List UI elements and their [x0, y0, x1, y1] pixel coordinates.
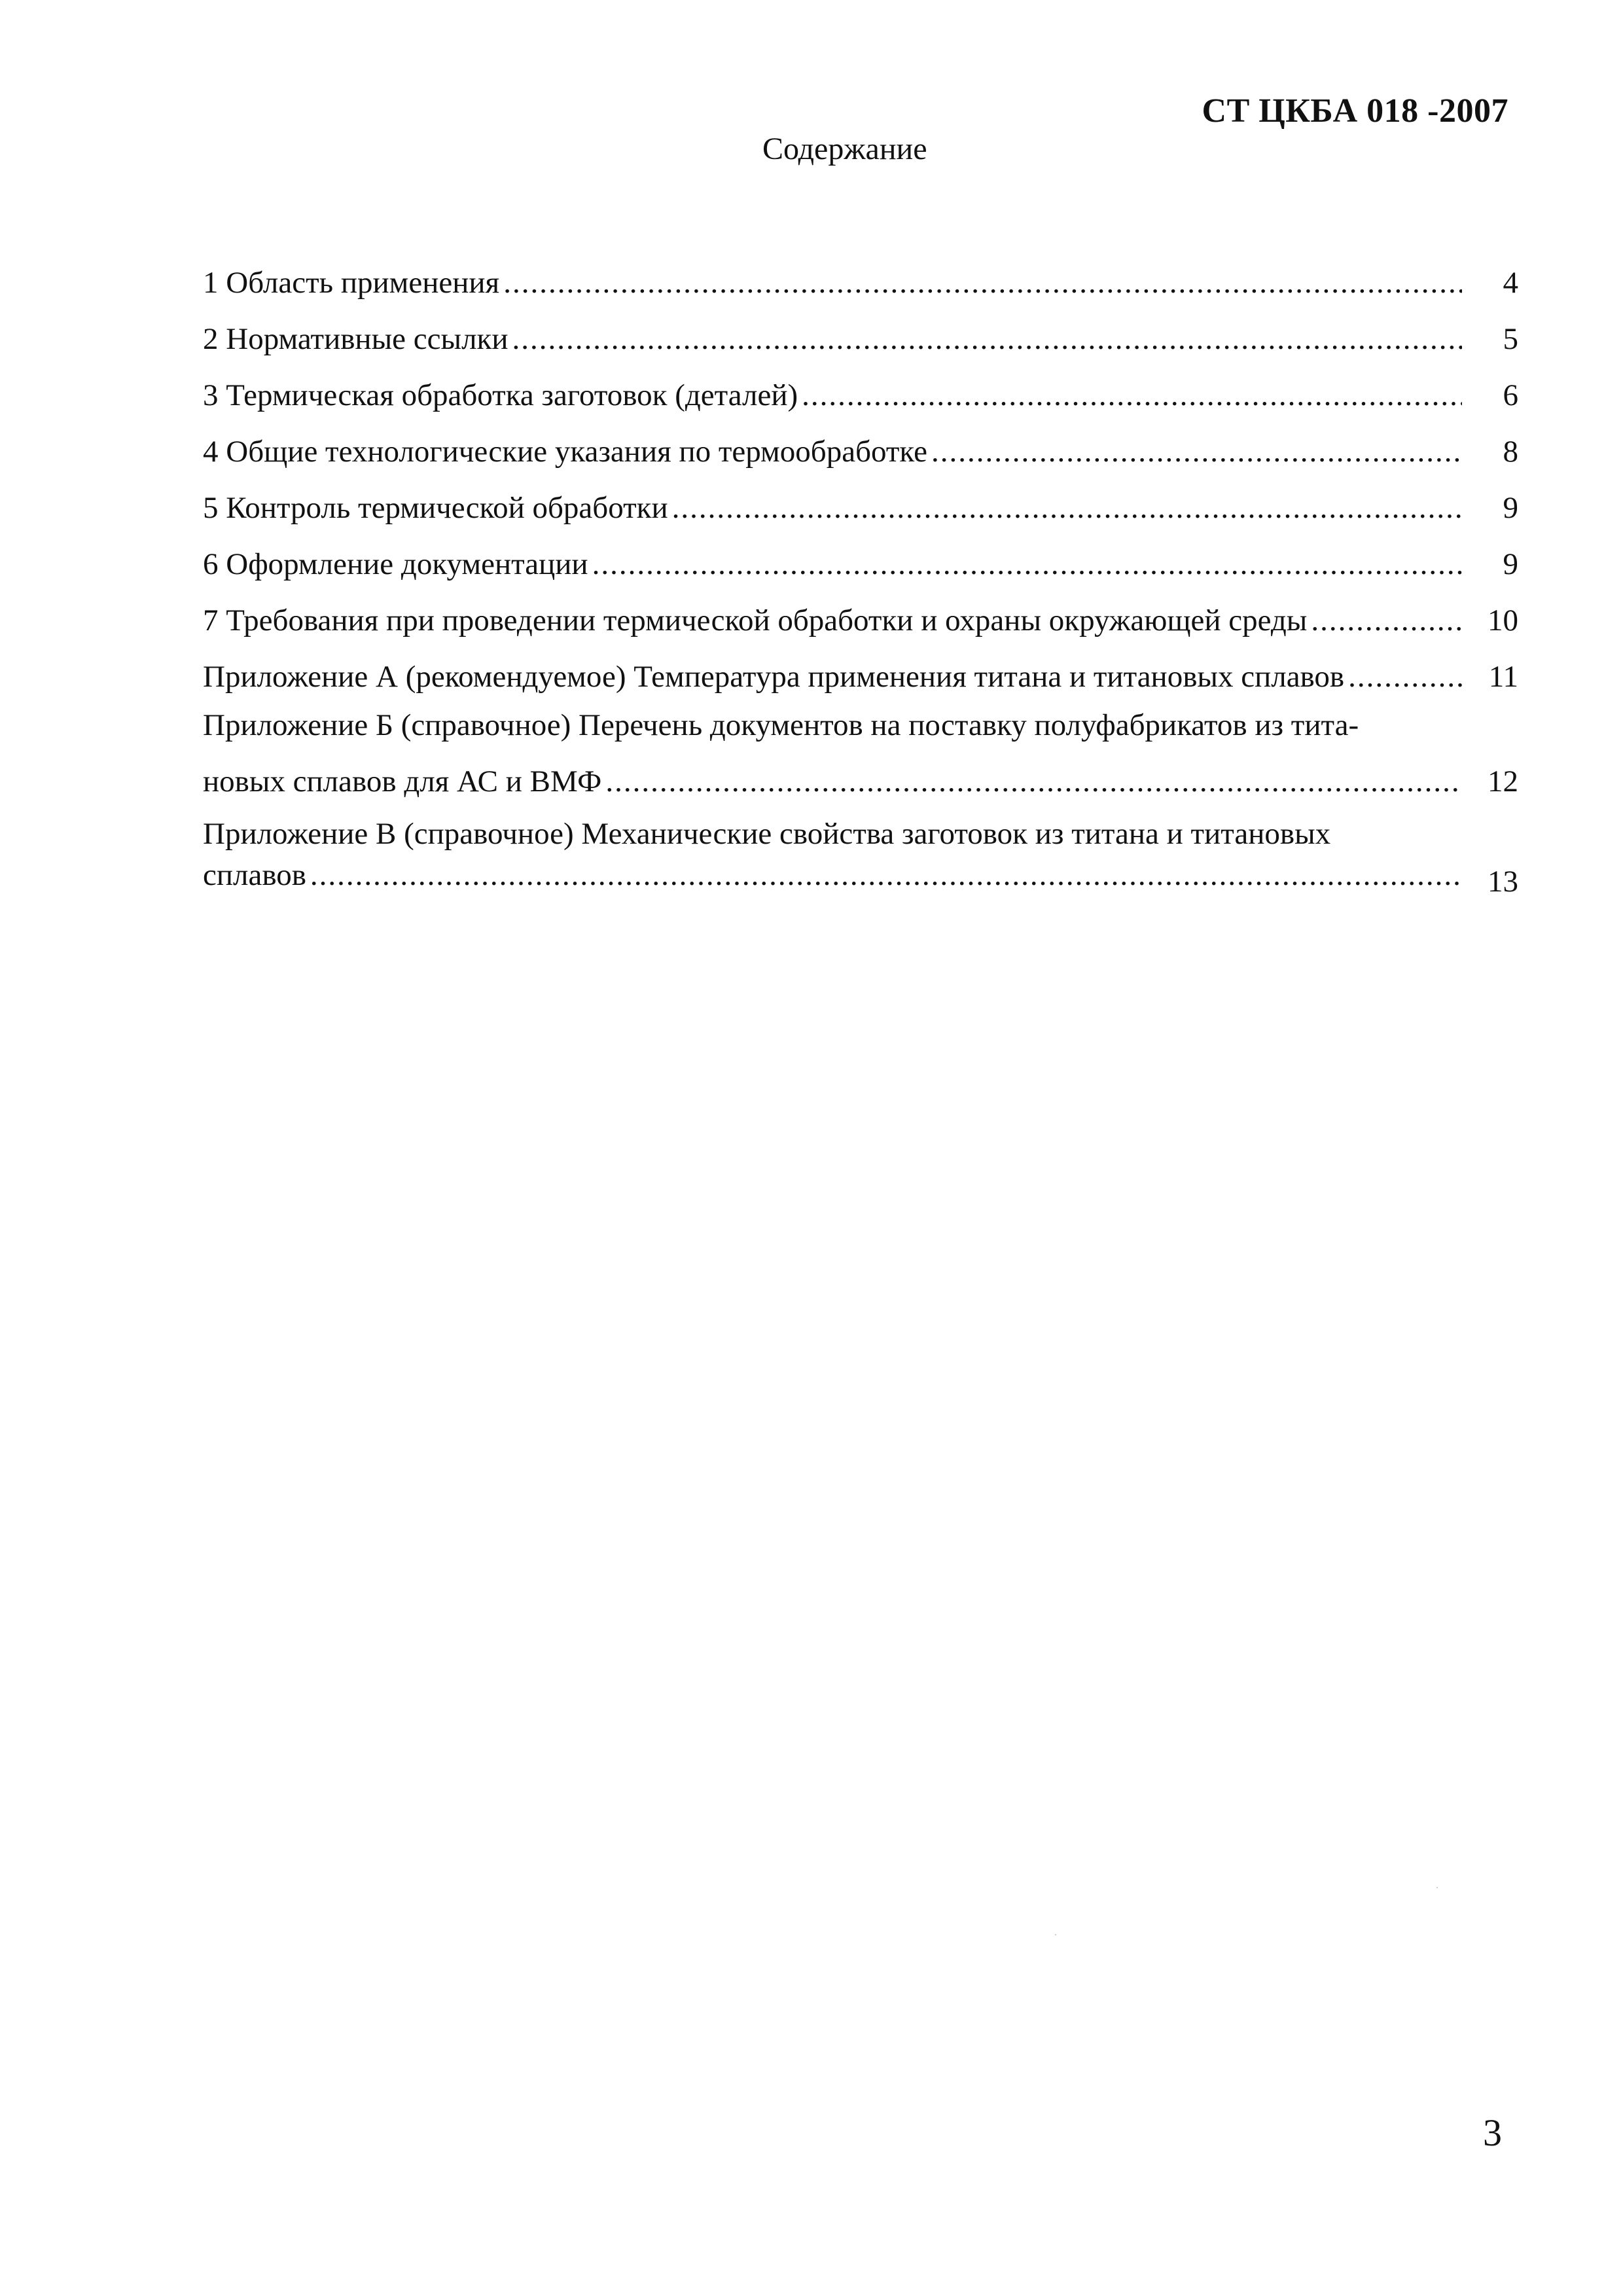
toc-leader-dots [931, 431, 1462, 473]
toc-leader-dots [802, 374, 1462, 416]
toc-leader-dots [512, 318, 1462, 360]
toc-entry-page: 5 [1503, 322, 1518, 356]
toc-entry-label: сплавов [203, 858, 306, 892]
toc-entry-label: 5 Контроль термической обработки [203, 491, 668, 525]
toc-entry-page: 8 [1503, 435, 1518, 469]
toc-leader-dots [1348, 656, 1462, 698]
toc-entry-appendix-v[interactable] [203, 854, 1518, 899]
toc-entry-label: 4 Общие технологические указания по термообработке [203, 435, 927, 469]
toc-entry-1[interactable] [203, 262, 1518, 304]
toc-entry-5[interactable] [203, 487, 1518, 529]
toc-entry-appendix-b[interactable] [203, 761, 1518, 802]
toc-entry-7[interactable] [203, 600, 1518, 641]
toc-entry-appendix-a[interactable] [203, 656, 1518, 698]
toc-entry-label: Приложение А (рекомендуемое) Температура применения титана и титановых сплавов [203, 660, 1345, 694]
toc-entry-appendix-b-first-line[interactable]: Приложение Б (справочное) Перечень документов на поставку полуфабрикатов из тита- [203, 708, 1359, 742]
toc-leader-dots [503, 262, 1462, 304]
toc-leader-dots [592, 543, 1462, 585]
document-code: СТ ЦКБА 018 -2007 [1202, 92, 1508, 130]
toc-entry-page: 9 [1503, 547, 1518, 581]
toc-entry-3[interactable] [203, 374, 1518, 416]
toc-entry-label: 2 Нормативные ссылки [203, 322, 508, 356]
toc-entry-page: 4 [1503, 266, 1518, 300]
toc-leader-dots [672, 487, 1462, 529]
toc-entry-2[interactable] [203, 318, 1518, 360]
scan-speck [1436, 1887, 1438, 1888]
toc-entry-6[interactable] [203, 543, 1518, 585]
toc-title: Содержание [762, 132, 927, 166]
toc-entry-page: 9 [1503, 491, 1518, 525]
toc-entry-label: новых сплавов для АС и ВМФ [203, 764, 602, 798]
toc-entry-label: 7 Требования при проведении термической обработки и охраны окружающей среды [203, 603, 1308, 637]
toc-leader-dots [310, 854, 1462, 896]
toc-entry-appendix-v-first-line[interactable]: Приложение В (справочное) Механические свойства заготовок из титана и титановых [203, 817, 1331, 851]
toc-leader-dots [1311, 600, 1462, 641]
toc-entry-page: 10 [1488, 603, 1518, 637]
toc-entry-label: 3 Термическая обработка заготовок (деталей) [203, 378, 798, 412]
toc-leader-dots [605, 761, 1462, 802]
toc-entry-page: 11 [1488, 660, 1518, 694]
toc-entry-label: 1 Область применения [203, 266, 500, 300]
toc-entry-page: 12 [1488, 764, 1518, 798]
toc-entry-page: 6 [1503, 378, 1518, 412]
toc-entry-page: 13 [1488, 865, 1518, 899]
toc-entry-label: 6 Оформление документации [203, 547, 588, 581]
page-number: 3 [1483, 2111, 1502, 2154]
scan-speck [1055, 1934, 1056, 1935]
toc-entry-4[interactable] [203, 431, 1518, 473]
